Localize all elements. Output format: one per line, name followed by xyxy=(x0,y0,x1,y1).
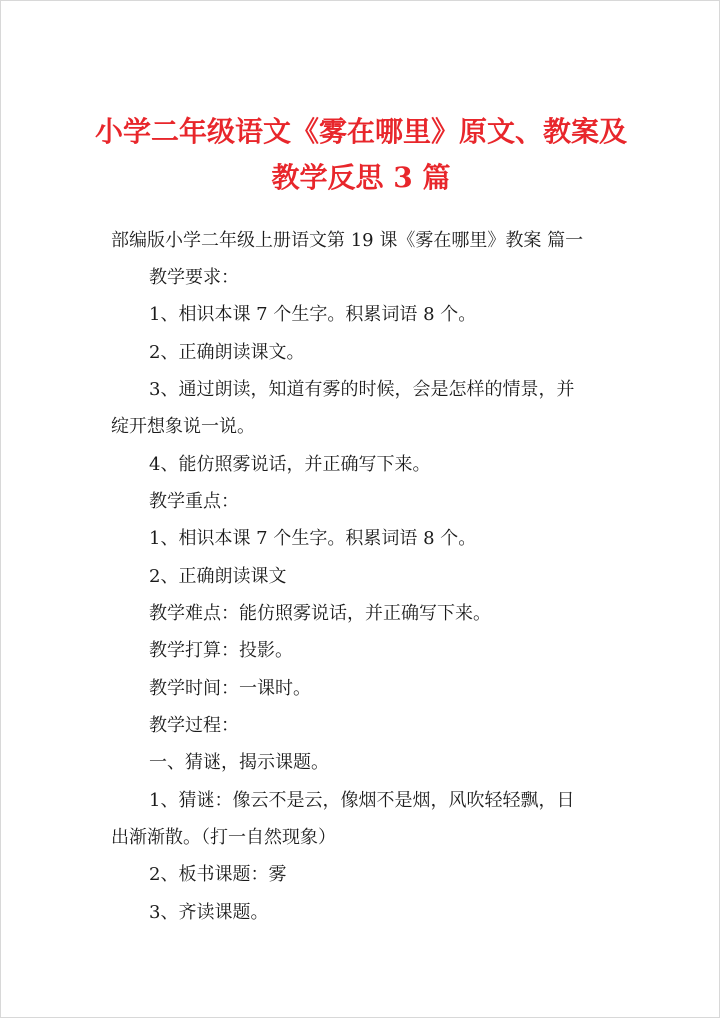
paragraph-continuation: 出渐渐散。（打一自然现象） xyxy=(111,827,336,848)
subtitle-paragraph: 部编版小学二年级上册语文第 19 课《雾在哪里》教案 篇一 xyxy=(111,230,584,251)
paragraph: 教学时间：一课时。 xyxy=(149,678,311,699)
paragraph: 教学重点： xyxy=(149,491,239,512)
document-title-line-1: 小学二年级语文《雾在哪里》原文、教案及 xyxy=(94,115,627,148)
paragraph: 2、正确朗读课文。 xyxy=(149,342,305,363)
paragraph: 3、通过朗读，知道有雾的时候，会是怎样的情景，并 xyxy=(149,379,575,400)
paragraph: 一、猜谜，揭示课题。 xyxy=(149,752,329,773)
paragraph: 2、板书课题：雾 xyxy=(149,864,287,885)
document-title-line-2: 教学反思 3 篇 xyxy=(271,161,451,194)
paragraph-continuation: 绽开想象说一说。 xyxy=(111,416,255,437)
paragraph: 3、齐读课题。 xyxy=(149,902,269,923)
paragraph: 教学过程： xyxy=(149,715,239,736)
paragraph: 1、相识本课 7 个生字。积累词语 8 个。 xyxy=(149,528,477,549)
paragraph: 教学难点：能仿照雾说话，并正确写下来。 xyxy=(149,603,491,624)
paragraph: 4、能仿照雾说话，并正确写下来。 xyxy=(149,454,431,475)
paragraph: 1、猜谜：像云不是云，像烟不是烟，风吹轻轻飘，日 xyxy=(149,790,575,811)
paragraph: 1、相识本课 7 个生字。积累词语 8 个。 xyxy=(149,304,477,325)
paragraph: 2、正确朗读课文 xyxy=(149,566,287,587)
paragraph: 教学打算：投影。 xyxy=(149,640,293,661)
paragraph: 教学要求： xyxy=(149,267,239,288)
